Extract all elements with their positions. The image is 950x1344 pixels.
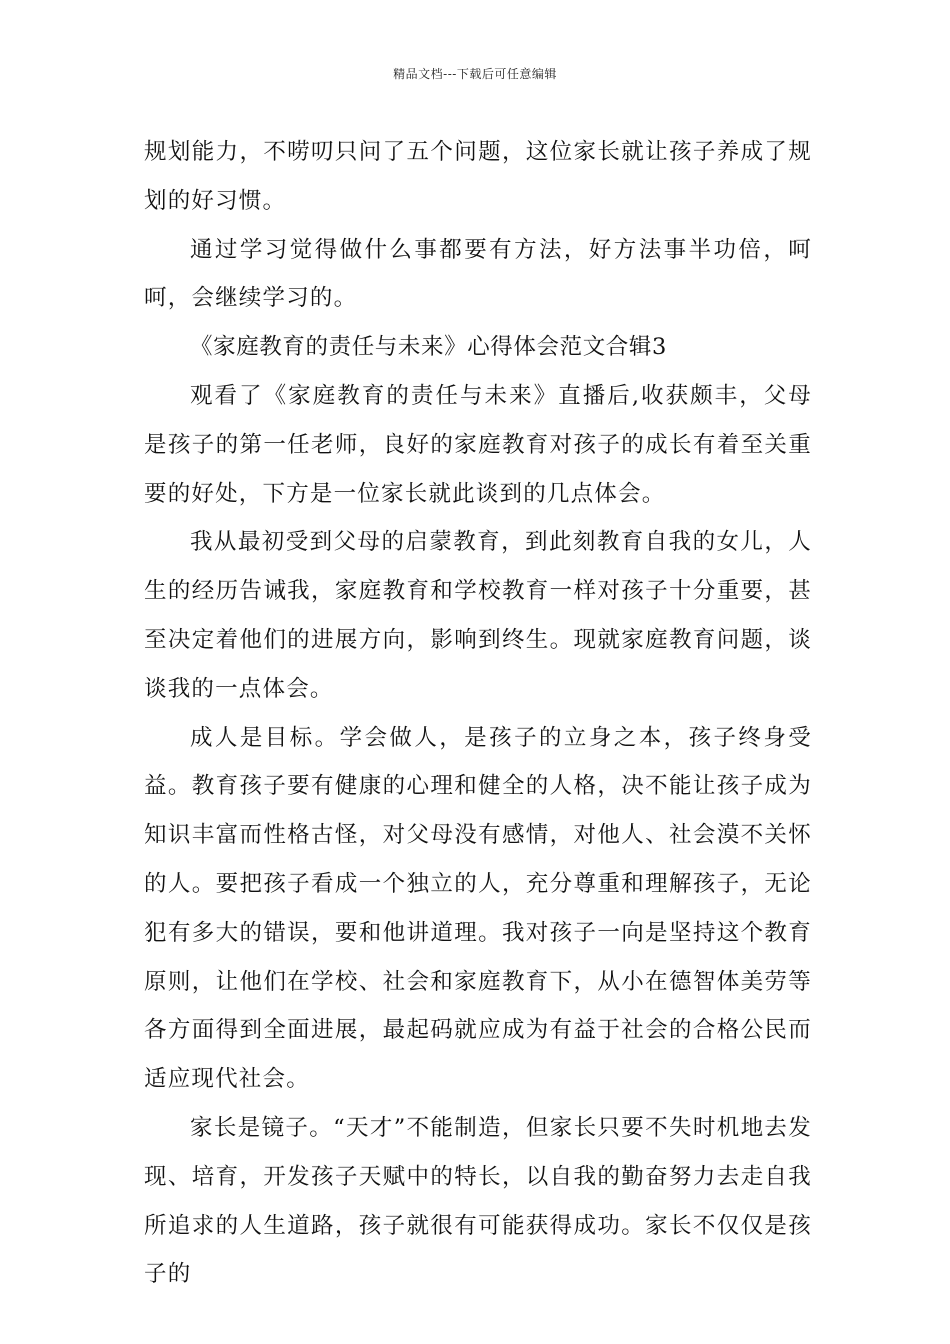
paragraph-intro: 观看了《家庭教育的责任与未来》直播后,收获颇丰，父母是孩子的第一任老师，良好的家庭教育对孩子的成长有着至关重要的好处，下方是一位家长就此谈到的几点体会。: [144, 382, 812, 507]
paragraph-study-reflection: 通过学习觉得做什么事都要有方法，好方法事半功倍，呵呵，会继续学习的。: [144, 236, 812, 312]
section-subtitle: 《家庭教育的责任与未来》心得体会范文合辑3: [190, 334, 667, 361]
paragraph-experience: 我从最初受到父母的启蒙教育，到此刻教育自我的女儿，人生的经历告诫我，家庭教育和学校教育一样对孩子十分重要，甚至决定着他们的进展方向，影响到终生。现就家庭教育问题，谈谈我的一点体会。: [144, 529, 812, 702]
paragraph-becoming-person: 成人是目标。学会做人，是孩子的立身之本，孩子终身受益。教育孩子要有健康的心理和健全的人格，决不能让孩子成为知识丰富而性格古怪，对父母没有感情，对他人、社会漠不关怀的人。要把孩子看成一个独立的人，充分尊重和理解孩子，无论犯有多大的错误，要和他讲道理。我对孩子一向是坚持这个教育原则，让他们在学校、社会和家庭教育下，从小在德智体美劳等各方面得到全面进展，最起码就应成为有益于社会的合格公民而适应现代社会。: [144, 724, 812, 1093]
paragraph-parent-mirror: 家长是镜子。“天才”不能制造，但家长只要不失时机地去发现、培育，开发孩子天赋中的特长，以自我的勤奋努力去走自我所追求的人生道路，孩子就很有可能获得成功。家长不仅仅是孩子的: [144, 1114, 812, 1288]
page-header: 精品文档---下载后可任意编辑: [393, 67, 557, 81]
paragraph-continuation: 规划能力，不唠叨只问了五个问题，这位家长就让孩子养成了规划的好习惯。: [144, 139, 812, 214]
document-body: [144, 128, 812, 1299]
